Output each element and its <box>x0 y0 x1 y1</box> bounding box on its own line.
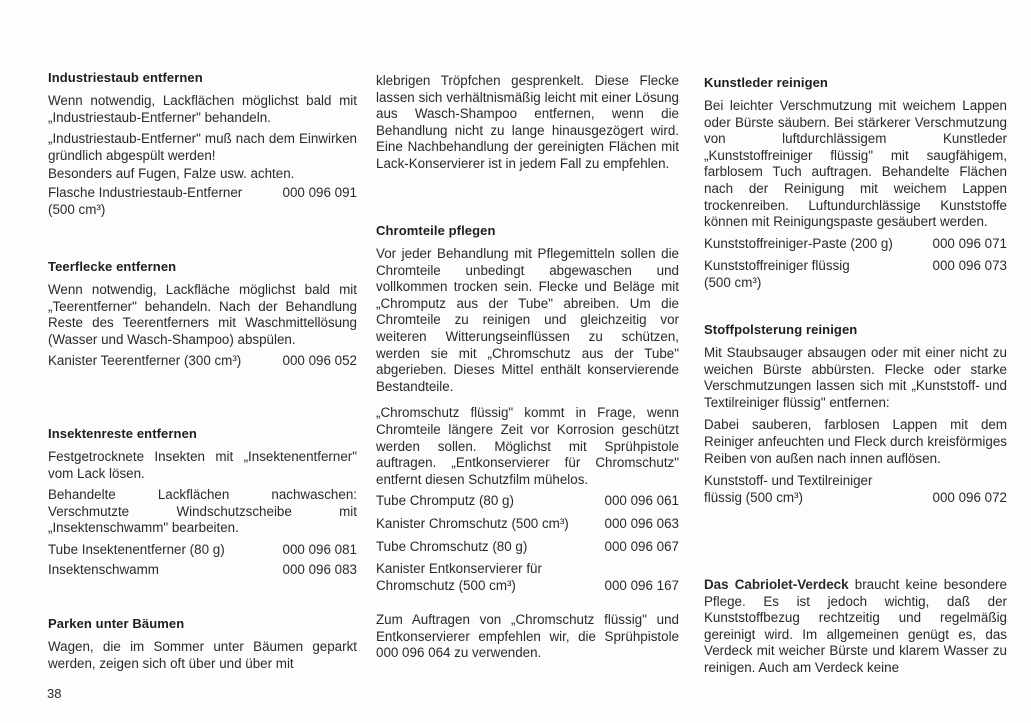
product-code: 000 096 167 <box>604 577 679 593</box>
section-heading: Parken unter Bäumen <box>48 616 185 631</box>
section-stoffpolsterung <box>704 322 1007 506</box>
product-row <box>48 562 357 579</box>
section-continuation <box>376 73 679 173</box>
product-name-line <box>376 578 679 595</box>
product-row <box>704 258 1007 275</box>
product-row <box>376 539 679 556</box>
product-row <box>376 516 679 533</box>
product-row <box>48 185 357 202</box>
paragraph: „Industriestaub-Entferner" muß nach dem Einwirken gründlich abgespült werden! <box>48 131 357 163</box>
section-heading: Kunstleder reinigen <box>704 75 828 90</box>
product-name: Insektenschwamm <box>48 561 159 577</box>
section-heading: Industriestaub entfernen <box>48 70 203 85</box>
section-cabriolet <box>704 577 1007 677</box>
product-code: 000 096 072 <box>932 489 1007 505</box>
section-industriestaub <box>48 70 357 218</box>
product-row <box>376 493 679 510</box>
product-name: Chromschutz (500 cm³) <box>376 577 516 593</box>
product-row <box>376 561 679 594</box>
product-name: Kunststoffreiniger-Paste (200 g) <box>704 235 893 251</box>
product-row <box>704 473 1007 506</box>
product-name: Kunststoff- und Textilreiniger <box>704 473 873 489</box>
paragraph: Dabei sauberen, farblosen Lappen mit dem Reiniger anfeuchten und Fleck durch kreisförmiges Reiben von außen nach innen auflösen. <box>704 417 1007 466</box>
product-name-line <box>704 473 1007 490</box>
paragraph: Bei leichter Verschmutzung mit weichem Lappen oder Bürste säubern. Bei stärkerer Verschmutzung von luftdurchlässigem Kunstleder „Kunststoffreiniger flüssig" mit saugfähigem, farblosem Tuch auftragen. Behandelte Flächen nach der Reinigung mit weichem Lappen trockenreiben. Luftundurchlässige Kunststoffe können mit Reinigungspaste gesäubert werden. <box>704 98 1007 230</box>
product-size <box>704 275 1007 292</box>
section-insektenreste <box>48 426 357 578</box>
paragraph: Wenn notwendig, Lackflächen möglichst bald mit „Industriestaub-Entferner" behandeln. <box>48 93 357 125</box>
product-code: 000 096 071 <box>932 235 1007 251</box>
paragraph: Wenn notwendig, Lackfläche möglichst bald mit „Teerentferner" behandeln. Nach der Behandlung Reste des Teerentferners mit Waschmittellösung (Wasser und Wasch-Shampoo) abspülen. <box>48 282 357 347</box>
product-name-line <box>376 561 679 578</box>
product-code: 000 096 067 <box>604 538 679 554</box>
product-name: Tube Chromputz (80 g) <box>376 493 514 509</box>
section-heading: Stoffpolsterung reinigen <box>704 322 858 337</box>
product-name: Flasche Industriestaub-Entferner <box>48 184 243 200</box>
section-heading: Chromteile pflegen <box>376 223 496 238</box>
product-code: 000 096 061 <box>604 493 679 509</box>
product-code: 000 096 073 <box>932 258 1007 274</box>
paragraph: Behandelte Lackflächen nachwaschen: Verschmutzte Windschutzscheibe mit „Insektenschwamm" bearbeiten. <box>48 487 357 536</box>
product-code: 000 096 091 <box>282 184 357 200</box>
paragraph: Besonders auf Fugen, Falze usw. achten. <box>48 166 295 182</box>
section-parken <box>48 616 357 672</box>
paragraph: klebrigen Tröpfchen gesprenkelt. Diese Flecke lassen sich verhältnismäßig leicht mit einer Lösung aus Wasch-Shampoo entfernen, wenn die Behandlung nicht zu lange hinausgezögert wird. Eine Nachbehandlung der gereinigten Flächen mit Lack-Konservierer ist in jedem Fall zu empfehlen. <box>376 73 679 171</box>
product-size <box>48 202 357 219</box>
product-name: Kanister Chromschutz (500 cm³) <box>376 515 569 531</box>
paragraph: Vor jeder Behandlung mit Pflegemitteln sollen die Chromteile unbedingt abgewaschen und vollkommen trocken sein. Flecke und Beläge mit „Chromputz aus der Tube" abreiben. Um die Chromteile zu reinigen und gleichzeitig vor weiteren Witterungseinflüssen zu schützen, werden sie mit „Chromschutz aus der Tube" abgerieben. Dieses Mittel enthält konservierende Bestandteile. <box>376 246 679 394</box>
product-name: Tube Insektenentferner (80 g) <box>48 541 225 557</box>
paragraph: Wagen, die im Sommer unter Bäumen geparkt werden, zeigen sich oft über und über mit <box>48 639 357 671</box>
paragraph: „Chromschutz flüssig" kommt in Frage, wenn Chromteile längere Zeit vor Korrosion geschützt werden sollen. Möglichst mit Sprühpistole auftragen. „Entkonservierer für Chromschutz" entfernt diesen Schutzfilm mühelos. <box>376 405 679 487</box>
section-heading: Teerflecke entfernen <box>48 259 177 274</box>
section-heading: Insektenreste entfernen <box>48 426 197 441</box>
paragraph: Mit Staubsauger absaugen oder mit einer nicht zu weichen Bürste abbürsten. Flecke oder starke Verschmutzungen lassen sich mit „Kunststoff- und Textilreiniger flüssig" entfernen: <box>704 345 1007 410</box>
paragraph: Festgetrocknete Insekten mit „Insektenentferner" vom Lack lösen. <box>48 449 357 481</box>
paragraph <box>704 577 1007 677</box>
product-code: 000 096 083 <box>282 561 357 577</box>
product-code: 000 096 052 <box>282 353 357 369</box>
product-code: 000 096 063 <box>604 515 679 531</box>
product-name: Kanister Teerentferner (300 cm³) <box>48 353 242 369</box>
lead-text: Das Cabriolet-Verdeck <box>704 577 849 592</box>
product-name: Tube Chromschutz (80 g) <box>376 538 528 554</box>
product-name: Kunststoffreiniger flüssig <box>704 258 850 274</box>
paragraph: Zum Auftragen von „Chromschutz flüssig" und Entkonservierer empfehlen wir, die Sprühpistole 000 096 064 zu verwenden. <box>376 612 679 661</box>
product-name: Kanister Entkonservierer für <box>376 561 542 577</box>
product-row <box>48 353 357 370</box>
body-text: braucht keine besondere Pflege. Es ist jedoch wichtig, daß der Kunststoffbezug rechtzeitig und regelmäßig gereinigt wird. Im allgemeinen genügt es, das Verdeck mit weicher Bürste und klarem Wasser zu reinigen. Auch am Verdeck keine <box>704 577 1008 675</box>
product-name-line <box>704 490 1007 507</box>
section-kunstleder <box>704 75 1007 292</box>
section-teerflecke <box>48 259 357 370</box>
product-name: flüssig (500 cm³) <box>704 489 803 505</box>
product-row <box>48 542 357 559</box>
product-row <box>704 236 1007 253</box>
page-number: 38 <box>47 686 62 701</box>
product-size-text: (500 cm³) <box>704 274 762 290</box>
product-size-text: (500 cm³) <box>48 201 106 217</box>
section-chromteile <box>376 223 679 662</box>
product-code: 000 096 081 <box>282 541 357 557</box>
